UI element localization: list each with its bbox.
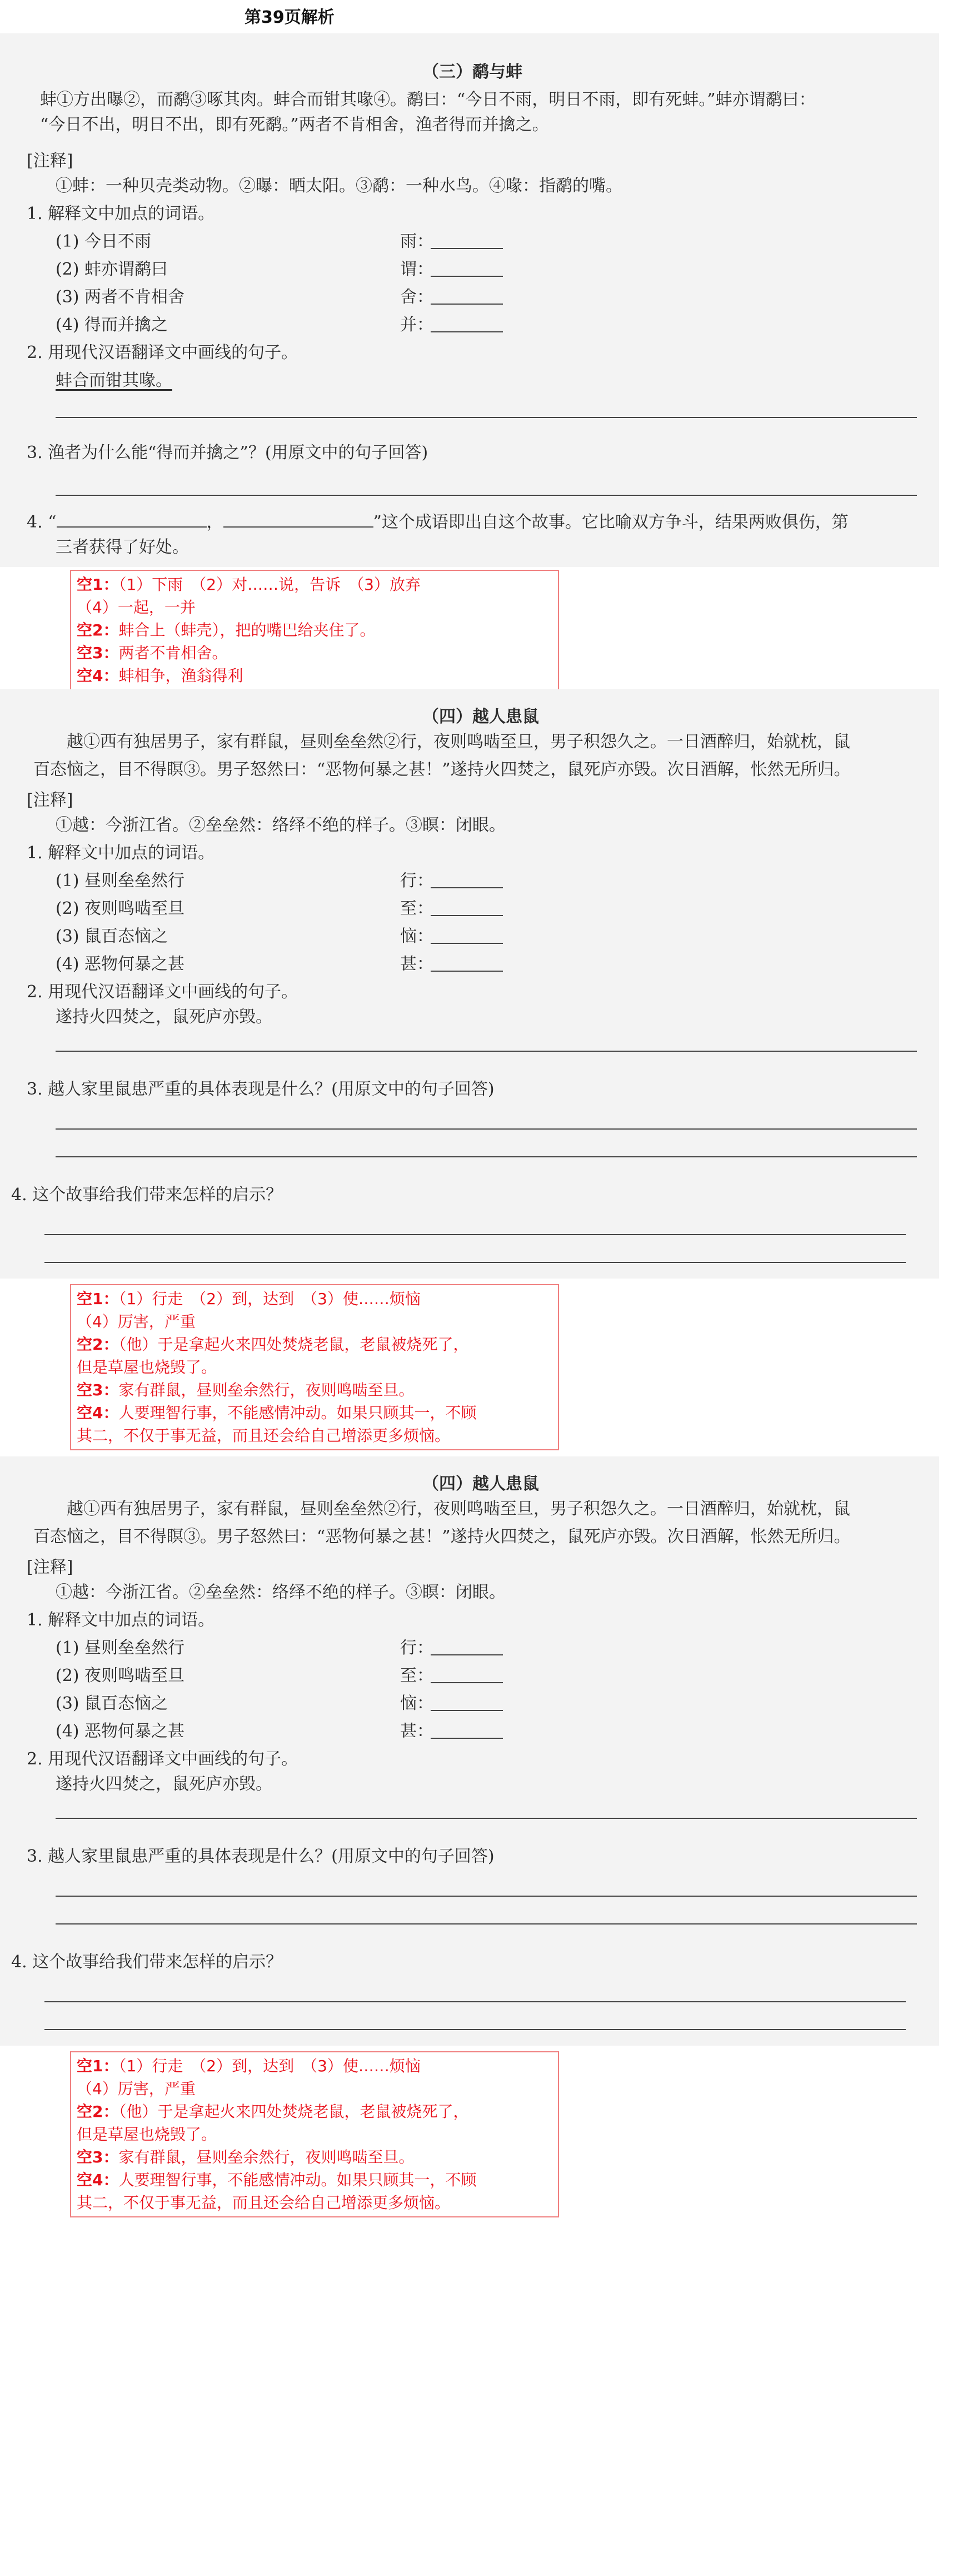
answer-row: 其二，不仅于事无益，而且还会给自己增添更多烦恼。: [77, 2194, 451, 2212]
answer-row: 空3：家有群鼠，昼则垒余然行，夜则鸣啮至旦。: [77, 1381, 415, 1399]
passage-line-2: 百态恼之，目不得瞑③。男子怒然曰：“恶物何暴之甚！”遂持火四焚之，鼠死庐亦毁。次日酒解，怅然无所归。: [33, 760, 851, 779]
item-4-key: 甚：: [400, 954, 433, 974]
answer-line-4b[interactable]: [44, 2029, 906, 2030]
question-2: 2. 用现代汉语翻译文中画线的句子。: [27, 1749, 298, 1769]
answer-line-3b[interactable]: [56, 1923, 917, 1924]
answer-line-2[interactable]: [56, 1818, 917, 1819]
item-2-key: 谓：: [400, 260, 433, 279]
answer-row: 空1：（1）下雨 （2）对……说，告诉 （3）放弃: [77, 575, 421, 594]
answer-line-4b[interactable]: [44, 1262, 906, 1263]
section-yue-ren-2: [0, 1456, 939, 2046]
section-title: （三）鹬与蚌: [422, 62, 522, 82]
question-1: 1. 解释文中加点的词语。: [27, 843, 215, 863]
passage-line-2: 百态恼之，目不得瞑③。男子怒然曰：“恶物何暴之甚！”遂持火四焚之，鼠死庐亦毁。次日酒解，怅然无所归。: [33, 1527, 851, 1546]
question-4-comma: ，: [206, 513, 223, 532]
item-1-blank[interactable]: [431, 233, 503, 249]
answer-row: （4）厉害，严重: [77, 1312, 196, 1331]
item-1-blank[interactable]: [431, 1640, 503, 1655]
item-3-key: 恼：: [400, 927, 433, 946]
item-2: (2) 夜则鸣啮至旦: [56, 1666, 185, 1685]
question-2-sentence: 遂持火四焚之，鼠死庐亦毁。: [56, 1774, 272, 1794]
answer-row: 空4：人要理智行事，不能感情冲动。如果只顾其一，不顾: [77, 1404, 477, 1422]
notes-text: ①越：今浙江省。②垒垒然：络绎不绝的样子。③瞑：闭眼。: [56, 815, 506, 835]
question-4: [27, 511, 849, 534]
item-3-blank[interactable]: [431, 928, 503, 944]
answer-row: 其二，不仅于事无益，而且还会给自己增添更多烦恼。: [77, 1426, 451, 1445]
notes-label: [注释]: [27, 151, 73, 171]
answer-row: 空3：两者不肯相舍。: [77, 644, 228, 662]
answer-row: 空2：（他）于是拿起火来四处焚烧老鼠，老鼠被烧死了，: [77, 2102, 469, 2121]
item-3-key: 恼：: [400, 1694, 433, 1713]
item-1-key: 雨：: [400, 232, 433, 251]
notes-label: [注释]: [27, 790, 73, 810]
answer-line-4a[interactable]: [44, 1234, 906, 1235]
item-3-key: 舍：: [400, 287, 433, 307]
question-2: 2. 用现代汉语翻译文中画线的句子。: [27, 343, 298, 362]
item-3: (3) 鼠百态恼之: [56, 1694, 168, 1713]
answer-row: 空3：家有群鼠，昼则垒余然行，夜则鸣啮至旦。: [77, 2148, 415, 2166]
notes-label: [注释]: [27, 1558, 73, 1577]
item-4-blank[interactable]: [431, 956, 503, 972]
answer-line-2[interactable]: [56, 417, 917, 418]
answer-line-3a[interactable]: [56, 1128, 917, 1130]
question-4-suffix: ”这个成语即出自这个故事。它比喻双方争斗，结果两败俱伤，第: [373, 513, 849, 532]
passage-line-1: 越①西有独居男子，家有群鼠，昼则垒垒然②行，夜则鸣啮至旦，男子积怨久之。一日酒醉归，始就枕，鼠: [67, 732, 850, 752]
item-2-key: 至：: [400, 899, 433, 918]
answer-line-3[interactable]: [56, 495, 917, 496]
item-4-key: 甚：: [400, 1722, 433, 1741]
notes-text: ①越：今浙江省。②垒垒然：络绎不绝的样子。③瞑：闭眼。: [56, 1583, 506, 1602]
item-1-key: 行：: [400, 1638, 433, 1658]
section-title: （四）越人患鼠: [422, 1474, 539, 1494]
page-title: 第39页解析: [245, 8, 335, 27]
answer-row: 空2：蚌合上（蚌壳），把的嘴巴给夹住了。: [77, 621, 376, 639]
question-2-sentence: 蚌合而钳其喙。: [56, 371, 172, 390]
section-title: （四）越人患鼠: [422, 707, 539, 727]
q4-blank-2[interactable]: [223, 512, 373, 528]
passage-line-2: “今日不出，明日不出，即有死鹬。”两者不肯相舍，渔者得而并擒之。: [40, 115, 549, 135]
answer-row: 空1：（1）行走 （2）到，达到 （3）使……烦恼: [77, 1290, 421, 1308]
answer-row: 空1：（1）行走 （2）到，达到 （3）使……烦恼: [77, 2057, 421, 2075]
section-yu-bang: [0, 33, 939, 567]
item-4: (4) 得而并擒之: [56, 315, 168, 335]
question-4-prefix: 4. “: [27, 513, 57, 532]
item-4-blank[interactable]: [431, 317, 503, 332]
answer-row: 但是草屋也烧毁了。: [77, 2125, 217, 2144]
item-4-key: 并：: [400, 315, 433, 335]
question-1: 1. 解释文中加点的词语。: [27, 1610, 215, 1630]
item-3-blank[interactable]: [431, 1695, 503, 1711]
item-4: (4) 恶物何暴之甚: [56, 1722, 185, 1741]
answer-line-4a[interactable]: [44, 2001, 906, 2002]
item-1: (1) 今日不雨: [56, 232, 152, 251]
answer-box-1: [70, 570, 559, 690]
answer-row: 空2：（他）于是拿起火来四处焚烧老鼠，老鼠被烧死了，: [77, 1335, 469, 1354]
answer-box-3: [70, 2051, 559, 2217]
item-1: (1) 昼则垒垒然行: [56, 1638, 185, 1658]
item-3: (3) 鼠百态恼之: [56, 927, 168, 946]
item-2-blank[interactable]: [431, 901, 503, 916]
question-4: 4. 这个故事给我们带来怎样的启示？: [11, 1185, 283, 1205]
item-2: (2) 夜则鸣啮至旦: [56, 899, 185, 918]
answer-row: 空4：人要理智行事，不能感情冲动。如果只顾其一，不顾: [77, 2171, 477, 2189]
question-3: 3. 渔者为什么能“得而并擒之”？(用原文中的句子回答): [27, 443, 428, 463]
item-3: (3) 两者不肯相舍: [56, 287, 185, 307]
item-1-blank[interactable]: [431, 873, 503, 888]
answer-row: （4）一起，一并: [77, 598, 196, 616]
question-1: 1. 解释文中加点的词语。: [27, 204, 215, 223]
q4-blank-1[interactable]: [57, 512, 207, 528]
question-2: 2. 用现代汉语翻译文中画线的句子。: [27, 982, 298, 1002]
passage-line-1: 蚌①方出曝②，而鹬③啄其肉。蚌合而钳其喙④。鹬曰：“今日不雨，明日不雨，即有死蚌。”蚌亦谓鹬曰：: [40, 90, 816, 110]
answer-row: 但是草屋也烧毁了。: [77, 1358, 217, 1376]
item-4-blank[interactable]: [431, 1723, 503, 1739]
item-2-blank[interactable]: [431, 261, 503, 277]
question-3: 3. 越人家里鼠患严重的具体表现是什么？(用原文中的句子回答): [27, 1847, 495, 1866]
item-2-blank[interactable]: [431, 1668, 503, 1683]
question-3: 3. 越人家里鼠患严重的具体表现是什么？(用原文中的句子回答): [27, 1080, 495, 1099]
answer-box-2: [70, 1284, 559, 1450]
item-4: (4) 恶物何暴之甚: [56, 954, 185, 974]
answer-line-3a[interactable]: [56, 1896, 917, 1897]
answer-line-2[interactable]: [56, 1051, 917, 1052]
answer-line-3b[interactable]: [56, 1156, 917, 1157]
notes-text: ①蚌：一种贝壳类动物。②曝：晒太阳。③鹬：一种水鸟。④喙：指鹬的嘴。: [56, 176, 622, 196]
section-yue-ren-1: [0, 689, 939, 1279]
question-4-line2: 三者获得了好处。: [56, 538, 189, 557]
answer-row: 空4：蚌相争，渔翁得利: [77, 667, 243, 685]
question-2-sentence: 遂持火四焚之，鼠死庐亦毁。: [56, 1007, 272, 1027]
item-2: (2) 蚌亦谓鹬曰: [56, 260, 168, 279]
item-1-key: 行：: [400, 871, 433, 891]
answer-row: （4）厉害，严重: [77, 2080, 196, 2098]
item-1: (1) 昼则垒垒然行: [56, 871, 185, 891]
question-4: 4. 这个故事给我们带来怎样的启示？: [11, 1952, 283, 1972]
item-2-key: 至：: [400, 1666, 433, 1685]
item-3-blank[interactable]: [431, 289, 503, 305]
passage-line-1: 越①西有独居男子，家有群鼠，昼则垒垒然②行，夜则鸣啮至旦，男子积怨久之。一日酒醉归，始就枕，鼠: [67, 1499, 850, 1519]
